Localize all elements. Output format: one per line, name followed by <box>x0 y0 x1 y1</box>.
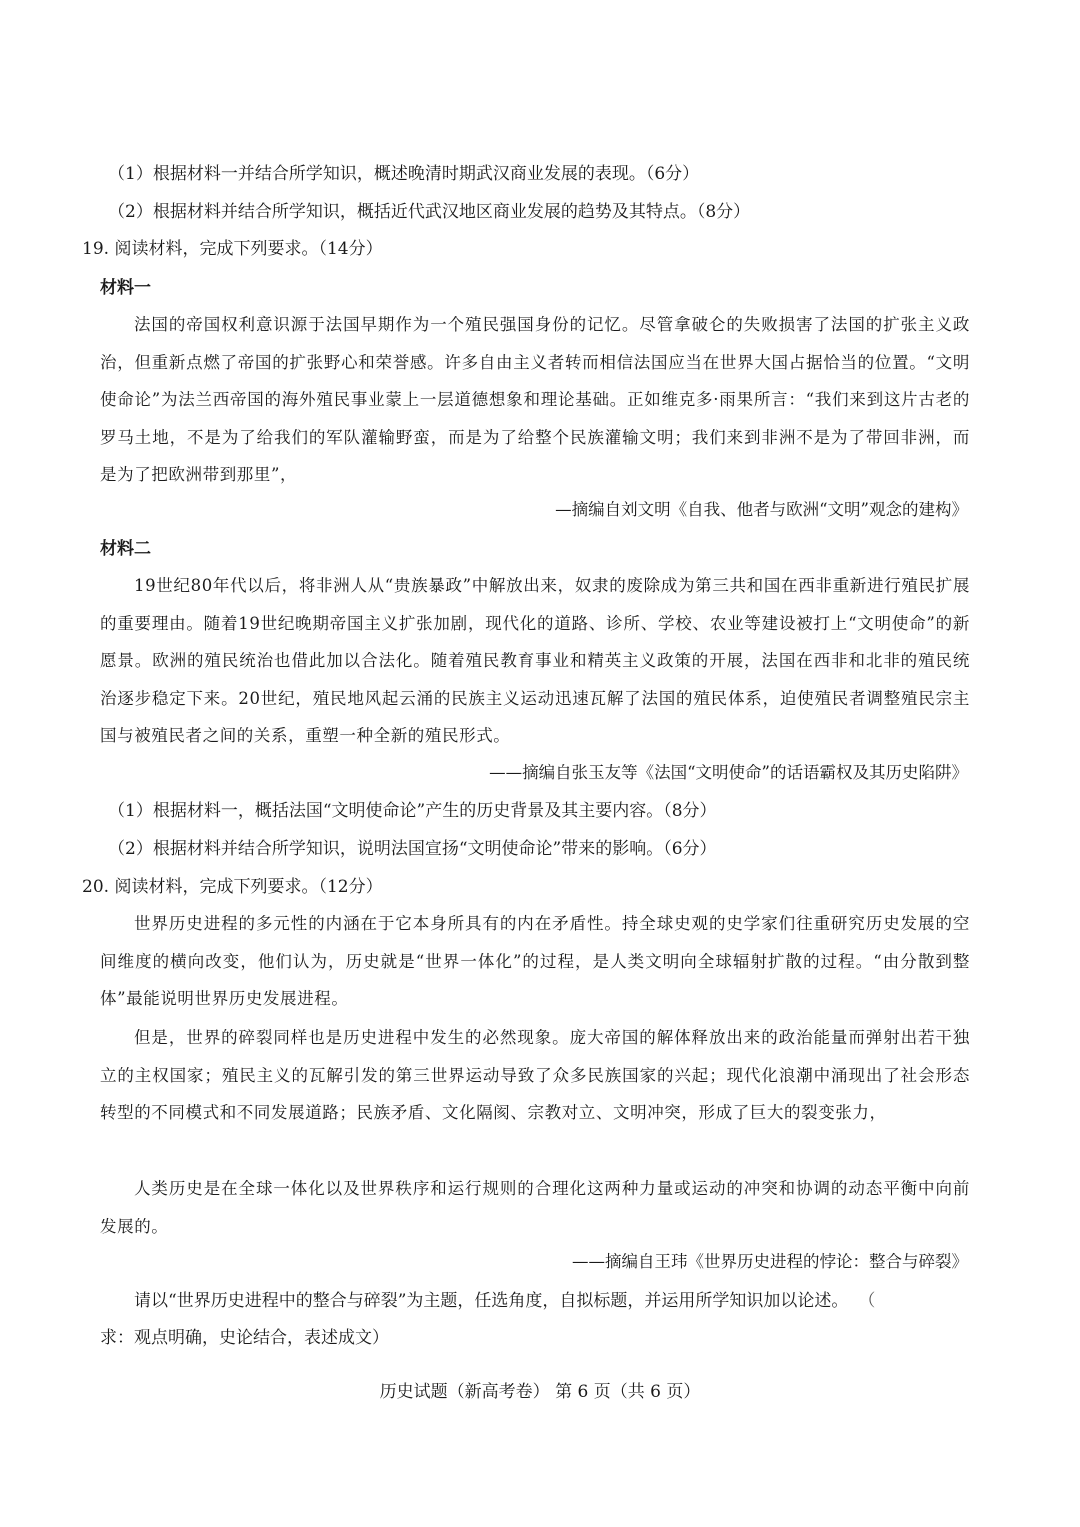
q19-material1-text: 法国的帝国权利意识源于法国早期作为一个殖民强国身份的记忆。尽管拿破仑的失败损害了法国的扩张主义政治，但重新点燃了帝国的扩张野心和荣誉感。许多自由主义者转而相信法国应当在世界大国占据恰当的位置。“文明使命论”为法兰西帝国的海外殖民事业蒙上一层道德想象和理论基础。正如维克多·雨果所言：“我们来到这片古老的罗马土地，不是为了给我们的军队灌输野蛮，而是为了给整个民族灌输文明；我们来到非洲不是为了带回非洲，而是为了把欧洲带到那里”， <box>100 315 970 484</box>
q19-subquestion-2: （2）根据材料并结合所学知识，说明法国宣扬“文明使命论”带来的影响。（6分） <box>108 839 717 859</box>
q19-material1-label: 材料一 <box>100 278 151 298</box>
q18-subquestion-2: （2）根据材料并结合所学知识，概括近代武汉地区商业发展的趋势及其特点。（8分） <box>108 202 751 222</box>
q20-task-mark: （ <box>858 1291 876 1311</box>
q20-task-line-1 <box>134 1290 875 1312</box>
q19-heading: 19. 阅读材料，完成下列要求。（14分） <box>82 239 383 259</box>
q18-subquestion-1: （1）根据材料一并结合所学知识，概述晚清时期武汉商业发展的表现。（6分） <box>108 164 700 184</box>
q20-paragraph-3: 人类历史是在全球一体化以及世界秩序和运行规则的合理化这两种力量或运动的冲突和协调的动态平衡中向前发展的。 <box>100 1179 970 1236</box>
q20-paragraph-2: 但是，世界的碎裂同样也是历史进程中发生的必然现象。庞大帝国的解体释放出来的政治能量而弹射出若干独立的主权国家；殖民主义的瓦解引发的第三世界运动导致了众多民族国家的兴起；现代化浪潮中涌现出了社会形态转型的不同模式和不同发展道路；民族矛盾、文化隔阂、宗教对立、文明冲突，形成了巨大的裂变张力， <box>100 1028 970 1122</box>
q19-material1-source: —摘编自刘文明《自我、他者与欧洲“文明”观念的建构》 <box>555 500 968 519</box>
q20-task-text: 请以“世界历史进程中的整合与碎裂”为主题，任选角度，自拟标题，并运用所学知识加以论述。 <box>134 1291 849 1311</box>
q20-source: ——摘编自王玮《世界历史进程的悖论：整合与碎裂》 <box>572 1252 968 1271</box>
q20-task-line-2: 求：观点明确，史论结合，表述成文） <box>100 1328 389 1348</box>
q19-material2-text: 19世纪80年代以后，将非洲人从“贵族暴政”中解放出来，奴隶的废除成为第三共和国在西非重新进行殖民扩展的重要理由。随着19世纪晚期帝国主义扩张加剧，现代化的道路、诊所、学校、农业等建设被打上“文明使命”的新愿景。欧洲的殖民统治也借此加以合法化。随着殖民教育事业和精英主义政策的开展，法国在西非和北非的殖民统治逐步稳定下来。20世纪，殖民地风起云涌的民族主义运动迅速瓦解了法国的殖民体系，迫使殖民者调整殖民宗主国与被殖民者之间的关系，重塑一种全新的殖民形式。 <box>100 576 970 745</box>
q19-material2-source: ——摘编自张玉友等《法国“文明使命”的话语霸权及其历史陷阱》 <box>489 763 968 782</box>
q19-material2-label: 材料二 <box>100 539 151 559</box>
page-footer: 历史试题（新高考卷） 第 6 页（共 6 页） <box>379 1382 701 1402</box>
q19-subquestion-1: （1）根据材料一，概括法国“文明使命论”产生的历史背景及其主要内容。（8分） <box>108 801 717 821</box>
q20-paragraph-1: 世界历史进程的多元性的内涵在于它本身所具有的内在矛盾性。持全球史观的史学家们往重研究历史发展的空间维度的横向改变，他们认为，历史就是“世界一体化”的过程，是人类文明向全球辐射扩散的过程。“由分散到整体”最能说明世界历史发展进程。 <box>100 914 970 1008</box>
q20-heading: 20. 阅读材料，完成下列要求。（12分） <box>82 877 383 897</box>
